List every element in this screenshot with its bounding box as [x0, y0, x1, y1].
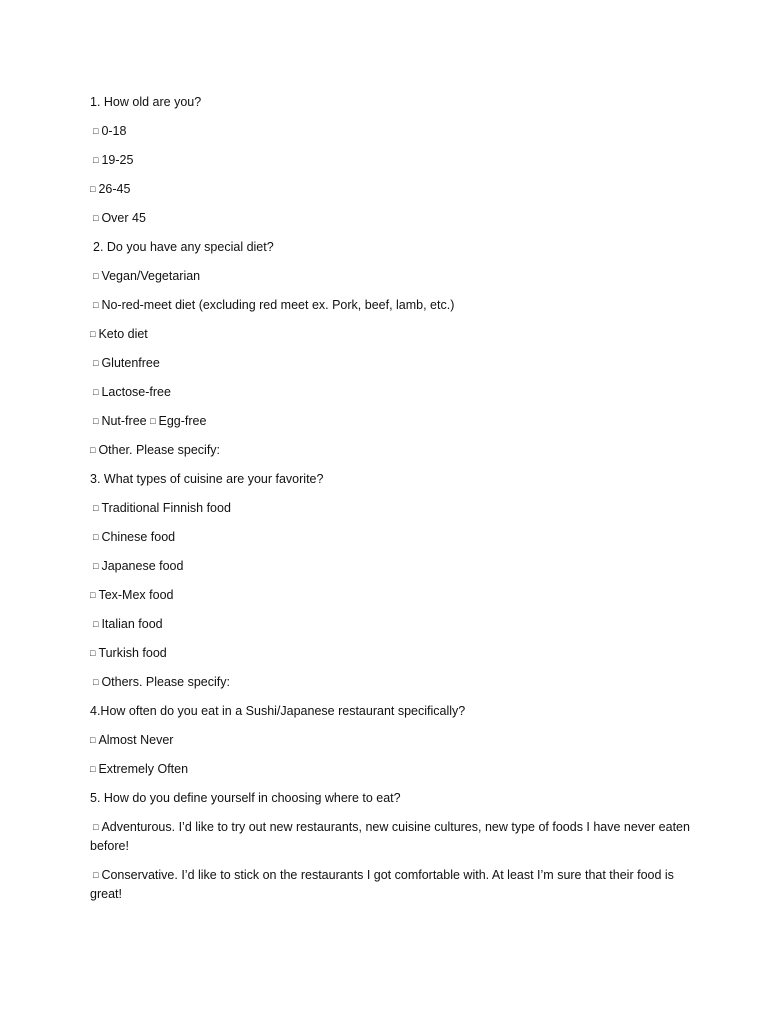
- question-3: 3. What types of cuisine are your favorite?: [90, 472, 324, 486]
- option-q3-italian[interactable]: □ Italian food: [93, 617, 163, 631]
- question-4: 4.How often do you eat in a Sushi/Japanese restaurant specifically?: [90, 704, 466, 718]
- checkbox-icon[interactable]: □: [90, 184, 96, 194]
- option-q3-finnish[interactable]: □ Traditional Finnish food: [93, 501, 231, 515]
- option-q1-26-45[interactable]: □ 26-45: [90, 182, 131, 196]
- option-q4-almost-never[interactable]: □ Almost Never: [90, 733, 174, 747]
- option-q2-other[interactable]: □ Other. Please specify:: [90, 443, 221, 457]
- checkbox-icon[interactable]: □: [93, 677, 99, 687]
- checkbox-icon[interactable]: □: [90, 764, 96, 774]
- survey-document: [90, 93, 690, 914]
- option-q3-tex-mex[interactable]: □ Tex-Mex food: [90, 588, 174, 602]
- option-q3-japanese[interactable]: □ Japanese food: [93, 559, 184, 573]
- question-5: 5. How do you define yourself in choosing where to eat?: [90, 791, 401, 805]
- checkbox-icon[interactable]: □: [93, 503, 99, 513]
- option-q1-0-18[interactable]: □ 0-18: [93, 124, 127, 138]
- option-q5-adventurous[interactable]: □ Adventurous. I’d like to try out new restaurants, new cuisine cultures, new type of foods I have never eaten before!: [90, 820, 690, 853]
- option-q1-19-25[interactable]: □ 19-25: [93, 153, 134, 167]
- option-q2-no-red-meat[interactable]: □ No-red-meet diet (excluding red meet ex. Pork, beef, lamb, etc.): [93, 298, 455, 312]
- option-q3-turkish[interactable]: □ Turkish food: [90, 646, 167, 660]
- option-q2-vegan[interactable]: □ Vegan/Vegetarian: [93, 269, 201, 283]
- checkbox-icon[interactable]: □: [90, 735, 96, 745]
- checkbox-icon[interactable]: □: [93, 387, 99, 397]
- option-q2-nut-free[interactable]: Nut-free: [101, 414, 147, 428]
- option-q2-nut-egg-free: [90, 412, 690, 441]
- checkbox-icon[interactable]: □: [93, 271, 99, 281]
- checkbox-icon[interactable]: □: [93, 358, 99, 368]
- checkbox-icon[interactable]: □: [93, 619, 99, 629]
- checkbox-icon[interactable]: □: [93, 213, 99, 223]
- checkbox-icon[interactable]: □: [93, 561, 99, 571]
- option-q4-extremely-often[interactable]: □ Extremely Often: [90, 762, 189, 776]
- checkbox-icon[interactable]: □: [93, 126, 99, 136]
- checkbox-icon[interactable]: □: [90, 648, 96, 658]
- checkbox-icon[interactable]: □: [93, 155, 99, 165]
- option-q3-chinese[interactable]: □ Chinese food: [93, 530, 176, 544]
- option-q2-keto[interactable]: □ Keto diet: [90, 327, 148, 341]
- option-q1-over-45[interactable]: □ Over 45: [93, 211, 146, 225]
- option-q3-others[interactable]: □ Others. Please specify:: [93, 675, 230, 689]
- checkbox-icon[interactable]: □: [93, 532, 99, 542]
- option-q2-lactose-free[interactable]: □ Lactose-free: [93, 385, 171, 399]
- checkbox-icon[interactable]: □: [93, 416, 99, 426]
- checkbox-icon[interactable]: □: [90, 445, 96, 455]
- checkbox-icon[interactable]: □: [90, 590, 96, 600]
- option-q2-egg-free[interactable]: Egg-free: [158, 414, 207, 428]
- checkbox-icon[interactable]: □: [150, 416, 156, 426]
- checkbox-icon[interactable]: □: [93, 300, 99, 310]
- option-q2-glutenfree[interactable]: □ Glutenfree: [93, 356, 160, 370]
- option-q5-conservative[interactable]: □ Conservative. I’d like to stick on the restaurants I got comfortable with. At least I’m sure that their food is great!: [90, 868, 674, 901]
- checkbox-icon[interactable]: □: [93, 822, 99, 832]
- question-1: 1. How old are you?: [90, 95, 202, 109]
- checkbox-icon[interactable]: □: [93, 870, 99, 880]
- checkbox-icon[interactable]: □: [90, 329, 96, 339]
- question-2: 2. Do you have any special diet?: [93, 240, 274, 254]
